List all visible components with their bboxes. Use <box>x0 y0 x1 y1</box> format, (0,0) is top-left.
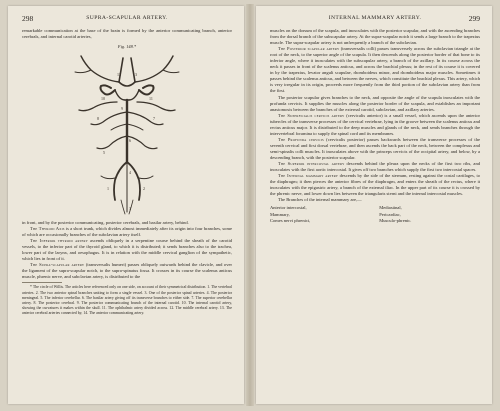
svg-text:6: 6 <box>129 138 131 143</box>
internal-mammary-term: The Internal mammary artery <box>278 173 339 179</box>
book-gutter <box>246 4 254 406</box>
branch-item: Mammary, <box>270 211 290 217</box>
svg-text:4: 4 <box>129 170 131 175</box>
right-intro-paragraph: muscles on the dorsum of the scapula, and inosculates with the posterior scapular, and with the ascending branches from the dorsal branch of the subscapular artery. At the supra-scapular notch it sends a large branch to the trapezius muscle. The supra-scapular artery is not unfrequently a branch of the subclavian. <box>270 28 480 46</box>
branches-column-1 <box>270 205 371 224</box>
thyroid-axis-paragraph <box>22 226 232 238</box>
internal-mammary-text: descends by the side of the sternum, resting against the costal cartilages, to the diaphragm; it then pierces the anterior fibres of the diaphragm, and enters the sheath of the rectus, where it inosculates with the epigastric artery, a branch of the external iliac. In the upper part of its course it is crossed by the phrenic nerve, and lower down lies between the triangularis sterni and the internal intercostal muscles. <box>270 173 480 197</box>
branches-column-2 <box>379 205 480 224</box>
footnote-rule <box>22 282 62 283</box>
profunda-cervicis-paragraph <box>270 137 480 161</box>
posterior-scapular-paragraph <box>270 46 480 94</box>
posterior-scapular-branches-paragraph: The posterior scapular gives branches to the neck, and opposite the angle of the scapula inosculates with the profunda cervicis. It supplies the muscles along the posterior border of the scapula, and establishes an important anastomosis between the branches of the external carotid, subclavian, and axillary arteries. <box>270 94 480 112</box>
branches-list <box>270 205 480 224</box>
right-body-text <box>270 28 480 224</box>
posterior-scapular-term: The Posterior scapular artery <box>278 46 340 52</box>
left-intro-text <box>22 28 232 40</box>
superficial-cervical-term: The Superficialis cervicis artery <box>278 112 345 118</box>
figure-caption: Fig. 148.* <box>117 44 137 49</box>
figure-footnote: * The circle of Willis. The articles here referenced only on one side, on account of their symmetrical distribution. 1. The vertebral arteries. 2. The two anterior spinal branches uniting to form a single vessel. 3. One of the posterior spinal arteries. 4. The posterior meningeal. 5. The inferior cerebellar. 6. The basilar artery giving off its transverse branches to either side. 7. The superior cerebellar artery. 8. The posterior cerebral. 9. The posterior communicating branch of the internal carotid. 10. The internal carotid artery, showing the curvatures it makes within the skull. 11. The ophthalmic artery divided across. 12. The middle cerebral artery. 13. The anterior cerebral arteries connected by, 14. The anterior communicating artery. <box>22 285 232 315</box>
svg-text:2: 2 <box>143 186 145 191</box>
suprascapular-paragraph <box>22 262 232 280</box>
arteries-engraving <box>63 50 191 218</box>
left-page-header <box>22 15 232 24</box>
branch-item: Anterior intercostal, <box>270 205 307 211</box>
after-figure-paragraph: in front, and by the posterior communicating, posterior cerebrals, and basilar artery, behind. <box>22 220 189 225</box>
circle-of-willis-figure <box>63 44 191 218</box>
svg-text:1: 1 <box>107 186 109 191</box>
thyroid-axis-term: The Thyroid Axis <box>30 226 65 232</box>
suprascapular-term: The Supra-scapular artery <box>30 262 85 268</box>
branch-item: Comes nervi phrenici, <box>270 217 311 223</box>
branches-intro: The Branches of the internal mammary are,— <box>278 197 362 203</box>
right-page-header <box>270 15 480 24</box>
inferior-thyroid-text: ascends obliquely in a serpentine course behind the sheath of the carotid vessels, to the inferior part of the thyroid gland, to which it is distributed; it sends branches also to the trachea, lower part of the larynx, and oesophagus. It is in relation with the middle cervical ganglion of the sympathetic, which lies in front of it. <box>22 238 233 262</box>
superficial-cervical-paragraph <box>270 113 480 137</box>
profunda-cervicis-term: The Profunda cervicis <box>278 136 324 142</box>
profunda-cervicis-text: (cervicalis posterior) passes backwards between the transverse processes of the seventh cervical and first dorsal vertebrae, and then ascends the back part of the neck, between the complexus and semi-spinalis colli muscles. It inosculates above with the princeps cervicis of the occipital artery, and below, by a descending branch, with the posterior scapular. <box>270 136 480 160</box>
svg-text:12: 12 <box>117 72 121 77</box>
left-running-title: SUPRA-SCAPULAR ARTERY. <box>86 15 168 21</box>
svg-text:9: 9 <box>121 106 123 111</box>
posterior-scapular-text: (transversalis colli) passes transversely across the subclavian triangle at the root of the neck, to the superior angle of the scapula. It then descends along the posterior border of that bone to its inferior angle, where it inosculates with the subscapular artery, a branch of the axillary. In its course across the neck it passes in front of the scalenus anticus, and across the brachial plexus; in the rest of its course it is covered in by the trapezius, levator anguli scapulae, rhomboideus minor, and rhomboideus major muscles. Sometimes it passes behind the scalenus anticus, and between the nerves, which constitute the brachial plexus. This artery, which is very irregular in its origin, proceeds more frequently from the third portion of the subclavian artery than from the first. <box>270 46 480 94</box>
left-page-number: 298 <box>22 14 34 23</box>
svg-text:5: 5 <box>103 150 105 155</box>
branch-item: Pericardiac, <box>379 211 401 217</box>
superior-intercostal-text: descends behind the pleura upon the necks of the first two ribs, and inosculates with the first aortic intercostal. It gives off two branches which supply the first two intercostal spaces. <box>270 161 480 173</box>
right-page <box>256 6 492 404</box>
svg-text:13: 13 <box>133 72 137 77</box>
svg-text:3: 3 <box>129 206 131 211</box>
suprascapular-text: (transversalis humeri) passes obliquely outwards behind the clavicle, and over the ligament of the supra-scapular notch, to the supra-spinatus fossa. It crosses in its course the scalenus anticus muscle, phrenic nerve, and subclavian artery, is distributed to the <box>22 262 233 280</box>
right-running-title: INTERNAL MAMMARY ARTERY. <box>328 15 422 21</box>
inferior-thyroid-term: The Inferior thyroid artery <box>30 238 88 244</box>
branch-item: Mediastinal, <box>379 205 402 211</box>
right-page-number: 299 <box>468 14 480 23</box>
left-intro-paragraph: remarkable communication at the base of the brain is formed by the anterior communicating branch, anterior cerebrals, and internal carotid arteries, <box>22 28 232 40</box>
superficial-cervical-text: (cervicalis anterior) is a small vessel, which ascends upon the anterior tubercles of the transverse processes of the cervical vertebrae, lying in the groove between the scalenus anticus and rectus anticus major. It is distributed to the deep muscles and glands of the neck, and sends branches through the intervertebral foramina to supply the spinal cord and its membranes. <box>270 112 481 136</box>
svg-text:7: 7 <box>153 116 155 121</box>
svg-text:8: 8 <box>97 116 99 121</box>
svg-text:10: 10 <box>101 96 105 101</box>
branch-item: Musculo-phrenic. <box>379 217 412 223</box>
superior-intercostal-term: The Superior intercostal artery <box>278 161 345 167</box>
superior-intercostal-paragraph <box>270 161 480 173</box>
inferior-thyroid-paragraph <box>22 238 232 262</box>
svg-text:11: 11 <box>149 96 153 101</box>
thyroid-axis-text: is a short trunk, which divides almost immediately after its origin into four branches, some of which are occasionally branches of the subclavian artery itself. <box>22 226 232 238</box>
internal-mammary-paragraph <box>270 173 480 197</box>
left-body-text <box>22 220 232 316</box>
left-page <box>8 6 244 404</box>
